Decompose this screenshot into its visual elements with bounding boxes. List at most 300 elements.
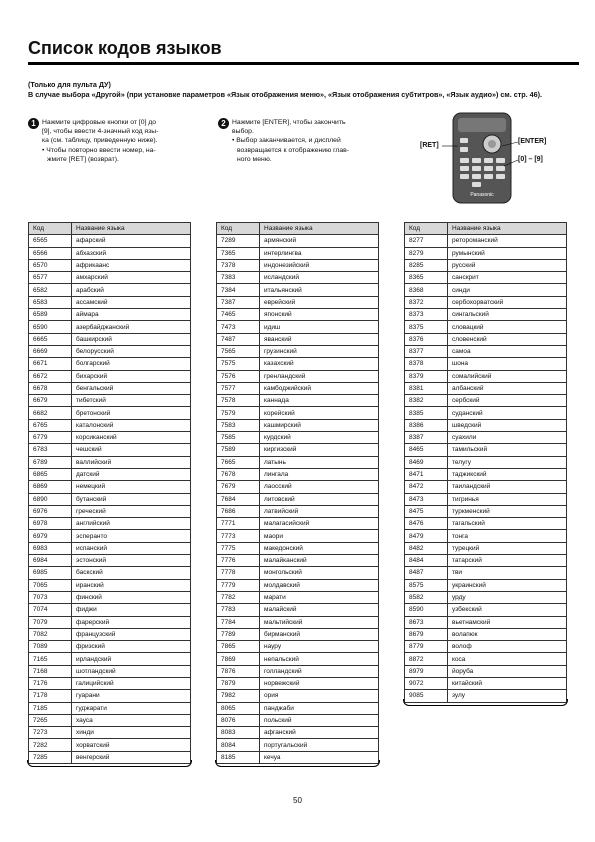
table-row <box>217 714 379 726</box>
language-code: 6565 <box>29 235 72 247</box>
step-1 <box>28 118 198 164</box>
language-code: 7074 <box>29 604 72 616</box>
language-code: 7982 <box>217 690 260 702</box>
language-name: хинди <box>72 727 191 739</box>
language-code: 8465 <box>405 444 448 456</box>
table-row <box>217 665 379 677</box>
language-code: 6682 <box>29 407 72 419</box>
language-name: болгарский <box>72 358 191 370</box>
table-row <box>217 739 379 751</box>
language-code: 8372 <box>405 296 448 308</box>
language-name: татарский <box>448 555 567 567</box>
header-language-name: Название языка <box>448 223 567 235</box>
language-name: фиджи <box>72 604 191 616</box>
table-row <box>217 518 379 530</box>
language-name: афарский <box>72 235 191 247</box>
language-name: бихарский <box>72 370 191 382</box>
table-row <box>29 407 191 419</box>
language-code: 7789 <box>217 628 260 640</box>
language-code: 7576 <box>217 370 260 382</box>
table-row <box>405 296 567 308</box>
language-name: урду <box>448 591 567 603</box>
language-code: 8076 <box>217 714 260 726</box>
language-name: сомалийский <box>448 370 567 382</box>
language-code: 7487 <box>217 333 260 345</box>
language-code: 8575 <box>405 579 448 591</box>
table-row <box>29 309 191 321</box>
table-row <box>29 628 191 640</box>
table-row <box>217 702 379 714</box>
language-name: тонга <box>448 530 567 542</box>
language-code: 7684 <box>217 493 260 505</box>
language-code: 7686 <box>217 505 260 517</box>
language-code: 7575 <box>217 358 260 370</box>
language-code: 8473 <box>405 493 448 505</box>
language-code: 7876 <box>217 665 260 677</box>
language-code: 7776 <box>217 555 260 567</box>
table-row <box>405 641 567 653</box>
language-name: узбекский <box>448 604 567 616</box>
language-name: яванский <box>260 333 379 345</box>
table-row <box>29 259 191 271</box>
language-name: ретороманский <box>448 235 567 247</box>
language-code: 6589 <box>29 309 72 321</box>
language-code: 7783 <box>217 604 260 616</box>
table-row <box>217 505 379 517</box>
language-name: армянский <box>260 235 379 247</box>
table-row <box>217 468 379 480</box>
language-code: 7079 <box>29 616 72 628</box>
language-code: 8065 <box>217 702 260 714</box>
table-row <box>217 616 379 628</box>
language-name: иранский <box>72 579 191 591</box>
language-code: 9072 <box>405 677 448 689</box>
table-row <box>405 493 567 505</box>
language-code: 8084 <box>217 739 260 751</box>
table-row <box>405 518 567 530</box>
table-row <box>29 321 191 333</box>
table-header-row <box>29 223 191 235</box>
language-name: абхазский <box>72 247 191 259</box>
table-row <box>217 555 379 567</box>
language-code: 7784 <box>217 616 260 628</box>
step-subnote: • Выбор заканчивается, и дисплей <box>232 137 341 145</box>
table-row <box>217 579 379 591</box>
table-row <box>29 505 191 517</box>
table-row <box>217 370 379 382</box>
step-subnote: жмите [RET] (возврат). <box>47 155 119 163</box>
language-code: 6590 <box>29 321 72 333</box>
language-name: курдский <box>260 432 379 444</box>
callout-leader-lines <box>438 136 528 176</box>
language-code: 6985 <box>29 567 72 579</box>
table-row <box>29 284 191 296</box>
language-code: 7378 <box>217 259 260 271</box>
page-title: Список кодов языков <box>28 38 222 58</box>
language-code: 6570 <box>29 259 72 271</box>
table-row <box>29 555 191 567</box>
language-name: суахили <box>448 432 567 444</box>
note-line-2: В случае выбора «Другой» (при установке параметров «Язык отображения меню», «Язык отображения субтитров», «Язык аудио») см. стр. 46). <box>28 90 543 99</box>
language-code: 7679 <box>217 481 260 493</box>
table-row <box>29 493 191 505</box>
language-code: 8377 <box>405 345 448 357</box>
language-code: 8476 <box>405 518 448 530</box>
language-code: 7285 <box>29 751 72 763</box>
language-code: 6983 <box>29 542 72 554</box>
language-name: латынь <box>260 456 379 468</box>
language-name: бирманский <box>260 628 379 640</box>
language-code: 8487 <box>405 567 448 579</box>
language-name: малайский <box>260 604 379 616</box>
language-code: 8373 <box>405 309 448 321</box>
language-code: 6671 <box>29 358 72 370</box>
language-name: малайканский <box>260 555 379 567</box>
language-code: 7073 <box>29 591 72 603</box>
language-name: галицийский <box>72 677 191 689</box>
language-name: вьетнамский <box>448 616 567 628</box>
table-row <box>29 641 191 653</box>
language-code: 8673 <box>405 616 448 628</box>
language-name: русский <box>448 259 567 271</box>
language-name: хауса <box>72 714 191 726</box>
language-code: 8469 <box>405 456 448 468</box>
table-row <box>29 382 191 394</box>
language-name: хорватский <box>72 739 191 751</box>
language-name: зулу <box>448 690 567 702</box>
table-row <box>405 321 567 333</box>
language-name: волоф <box>448 641 567 653</box>
language-name: коса <box>448 653 567 665</box>
step-text: ка (см. таблицу, приведенную ниже). <box>42 137 158 145</box>
table-row <box>217 542 379 554</box>
language-name: йоруба <box>448 665 567 677</box>
language-code: 7465 <box>217 309 260 321</box>
language-name: шона <box>448 358 567 370</box>
language-name: идиш <box>260 321 379 333</box>
language-code: 8387 <box>405 432 448 444</box>
table-row <box>29 727 191 739</box>
language-code: 8381 <box>405 382 448 394</box>
table-row <box>29 591 191 603</box>
table-row <box>217 235 379 247</box>
table-row <box>217 653 379 665</box>
language-name: тибетский <box>72 395 191 407</box>
language-name: башкирский <box>72 333 191 345</box>
step-subnote: ного меню. <box>237 155 272 163</box>
language-code: 8979 <box>405 665 448 677</box>
language-code: 7365 <box>217 247 260 259</box>
table-row <box>29 432 191 444</box>
language-code: 6577 <box>29 272 72 284</box>
table-row <box>217 321 379 333</box>
language-name: тамильский <box>448 444 567 456</box>
table-row <box>29 690 191 702</box>
table-row <box>217 358 379 370</box>
language-code: 8385 <box>405 407 448 419</box>
language-name: непальский <box>260 653 379 665</box>
table-row <box>405 505 567 517</box>
table-row <box>29 345 191 357</box>
table-row <box>217 456 379 468</box>
step-number: 2 <box>218 118 229 129</box>
table-row <box>217 690 379 702</box>
table-row <box>29 604 191 616</box>
language-name: камбоджийский <box>260 382 379 394</box>
table-row <box>405 345 567 357</box>
table-row <box>217 641 379 653</box>
table-row <box>29 653 191 665</box>
language-name: сербохорватский <box>448 296 567 308</box>
language-name: чешский <box>72 444 191 456</box>
table-row <box>217 604 379 616</box>
language-name: латвийский <box>260 505 379 517</box>
table-row <box>217 296 379 308</box>
table-row <box>217 444 379 456</box>
table-row <box>405 530 567 542</box>
language-code: 7782 <box>217 591 260 603</box>
language-code: 7387 <box>217 296 260 308</box>
header-language-name: Название языка <box>72 223 191 235</box>
page-number: 50 <box>293 796 302 805</box>
table-frame <box>215 760 380 767</box>
language-name: португальский <box>260 739 379 751</box>
language-code: 6669 <box>29 345 72 357</box>
table-row <box>405 432 567 444</box>
language-name: бретонский <box>72 407 191 419</box>
language-code-table <box>404 222 567 703</box>
language-name: шотландский <box>72 665 191 677</box>
language-code: 8185 <box>217 751 260 763</box>
language-code: 7577 <box>217 382 260 394</box>
language-name: науру <box>260 641 379 653</box>
language-code: 6672 <box>29 370 72 382</box>
language-code: 7585 <box>217 432 260 444</box>
table-row <box>29 518 191 530</box>
note-line-1: (Только для пульта ДУ) <box>28 80 111 89</box>
language-code: 7082 <box>29 628 72 640</box>
language-name: македонский <box>260 542 379 554</box>
table-row <box>405 235 567 247</box>
step-number: 1 <box>28 118 39 129</box>
language-code: 7583 <box>217 419 260 431</box>
step-subnote: • Чтобы повторно ввести номер, на- <box>42 146 156 154</box>
step-text: [9], чтобы ввести 4-значный код язы- <box>42 128 159 136</box>
language-code: 9085 <box>405 690 448 702</box>
table-row <box>405 481 567 493</box>
language-code: 7165 <box>29 653 72 665</box>
table-row <box>29 542 191 554</box>
language-code: 8365 <box>405 272 448 284</box>
language-code: 7869 <box>217 653 260 665</box>
language-name: тагальский <box>448 518 567 530</box>
language-name: бутанский <box>72 493 191 505</box>
language-name: фарерский <box>72 616 191 628</box>
language-code: 6566 <box>29 247 72 259</box>
table-row <box>405 456 567 468</box>
language-code: 7578 <box>217 395 260 407</box>
table-row <box>405 333 567 345</box>
language-name: марати <box>260 591 379 603</box>
language-code-table <box>216 222 379 764</box>
language-code: 8484 <box>405 555 448 567</box>
language-code: 7565 <box>217 345 260 357</box>
enter-callout: [ENTER] <box>518 138 547 145</box>
language-name: корсиканский <box>72 432 191 444</box>
language-name: индонезийский <box>260 259 379 271</box>
language-name: гуарани <box>72 690 191 702</box>
digits-callout: [0] – [9] <box>518 156 543 163</box>
language-code: 6978 <box>29 518 72 530</box>
language-name: таджикский <box>448 468 567 480</box>
language-name: словацкий <box>448 321 567 333</box>
language-name: казахский <box>260 358 379 370</box>
table-row <box>29 702 191 714</box>
language-code: 6976 <box>29 505 72 517</box>
ret-callout: [RET] <box>420 142 439 149</box>
language-name: эсперанто <box>72 530 191 542</box>
language-code: 8590 <box>405 604 448 616</box>
language-code: 6984 <box>29 555 72 567</box>
table-row <box>217 419 379 431</box>
table-row <box>405 665 567 677</box>
table-row <box>405 616 567 628</box>
language-name: бенгальский <box>72 382 191 394</box>
language-name: китайский <box>448 677 567 689</box>
step-subnote: возвращается к отображению глав- <box>237 146 350 154</box>
step-2 <box>218 118 388 164</box>
language-code: 8083 <box>217 727 260 739</box>
language-code: 8279 <box>405 247 448 259</box>
table-row <box>217 432 379 444</box>
header-code: Код <box>405 223 448 235</box>
language-name: гренландский <box>260 370 379 382</box>
language-name: туркменский <box>448 505 567 517</box>
table-row <box>29 665 191 677</box>
language-code: 6665 <box>29 333 72 345</box>
language-name: венгерский <box>72 751 191 763</box>
language-code: 7384 <box>217 284 260 296</box>
table-row <box>405 370 567 382</box>
language-name: ассамский <box>72 296 191 308</box>
language-code: 6869 <box>29 481 72 493</box>
language-name: украинский <box>448 579 567 591</box>
language-code: 7089 <box>29 641 72 653</box>
language-code: 6582 <box>29 284 72 296</box>
language-code: 7665 <box>217 456 260 468</box>
language-name: валлийский <box>72 456 191 468</box>
language-name: синди <box>448 284 567 296</box>
language-code: 8475 <box>405 505 448 517</box>
language-code: 6779 <box>29 432 72 444</box>
language-code: 8375 <box>405 321 448 333</box>
language-name: ирландский <box>72 653 191 665</box>
language-code: 7065 <box>29 579 72 591</box>
language-name: киргизский <box>260 444 379 456</box>
header-code: Код <box>217 223 260 235</box>
table-row <box>405 567 567 579</box>
table-row <box>217 628 379 640</box>
language-code: 7778 <box>217 567 260 579</box>
language-name: афганский <box>260 727 379 739</box>
table-row <box>405 677 567 689</box>
table-row <box>29 444 191 456</box>
language-code: 7178 <box>29 690 72 702</box>
table-row <box>29 272 191 284</box>
table-row <box>405 591 567 603</box>
table-row <box>29 579 191 591</box>
language-name: самоа <box>448 345 567 357</box>
language-name: еврейский <box>260 296 379 308</box>
table-row <box>29 395 191 407</box>
table-row <box>405 419 567 431</box>
table-row <box>29 456 191 468</box>
table-row <box>405 628 567 640</box>
language-name: корейский <box>260 407 379 419</box>
table-row <box>29 468 191 480</box>
table-row <box>29 616 191 628</box>
step-text: Нажмите цифровые кнопки от [0] до <box>42 119 157 126</box>
table-row <box>405 284 567 296</box>
table-row <box>217 272 379 284</box>
language-name: греческий <box>72 505 191 517</box>
language-code: 7879 <box>217 677 260 689</box>
language-code: 6765 <box>29 419 72 431</box>
language-code: 7865 <box>217 641 260 653</box>
table-row <box>217 407 379 419</box>
language-name: таиландский <box>448 481 567 493</box>
language-code: 7473 <box>217 321 260 333</box>
table-row <box>217 333 379 345</box>
language-code-table <box>28 222 191 764</box>
table-row <box>405 395 567 407</box>
language-name: маори <box>260 530 379 542</box>
note <box>28 80 542 100</box>
table-row <box>29 739 191 751</box>
language-name: белорусский <box>72 345 191 357</box>
language-code: 7773 <box>217 530 260 542</box>
language-name: словенский <box>448 333 567 345</box>
language-name: азербайджанский <box>72 321 191 333</box>
language-name: турецкий <box>448 542 567 554</box>
table-row <box>405 247 567 259</box>
language-name: ория <box>260 690 379 702</box>
table-row <box>405 653 567 665</box>
table-row <box>29 530 191 542</box>
title-rule <box>28 62 579 65</box>
language-name: панджаби <box>260 702 379 714</box>
table-row <box>405 259 567 271</box>
language-name: японский <box>260 309 379 321</box>
table-row <box>217 727 379 739</box>
language-name: арабский <box>72 284 191 296</box>
language-code: 8285 <box>405 259 448 271</box>
language-code: 7589 <box>217 444 260 456</box>
language-name: интерлингва <box>260 247 379 259</box>
language-name: телугу <box>448 456 567 468</box>
language-name: мальтийский <box>260 616 379 628</box>
language-name: аймара <box>72 309 191 321</box>
language-code: 6890 <box>29 493 72 505</box>
language-name: испанский <box>72 542 191 554</box>
language-name: лаосский <box>260 481 379 493</box>
language-name: кечуа <box>260 751 379 763</box>
table-row <box>217 259 379 271</box>
language-code: 7771 <box>217 518 260 530</box>
language-code: 7185 <box>29 702 72 714</box>
table-row <box>217 481 379 493</box>
table-row <box>405 309 567 321</box>
